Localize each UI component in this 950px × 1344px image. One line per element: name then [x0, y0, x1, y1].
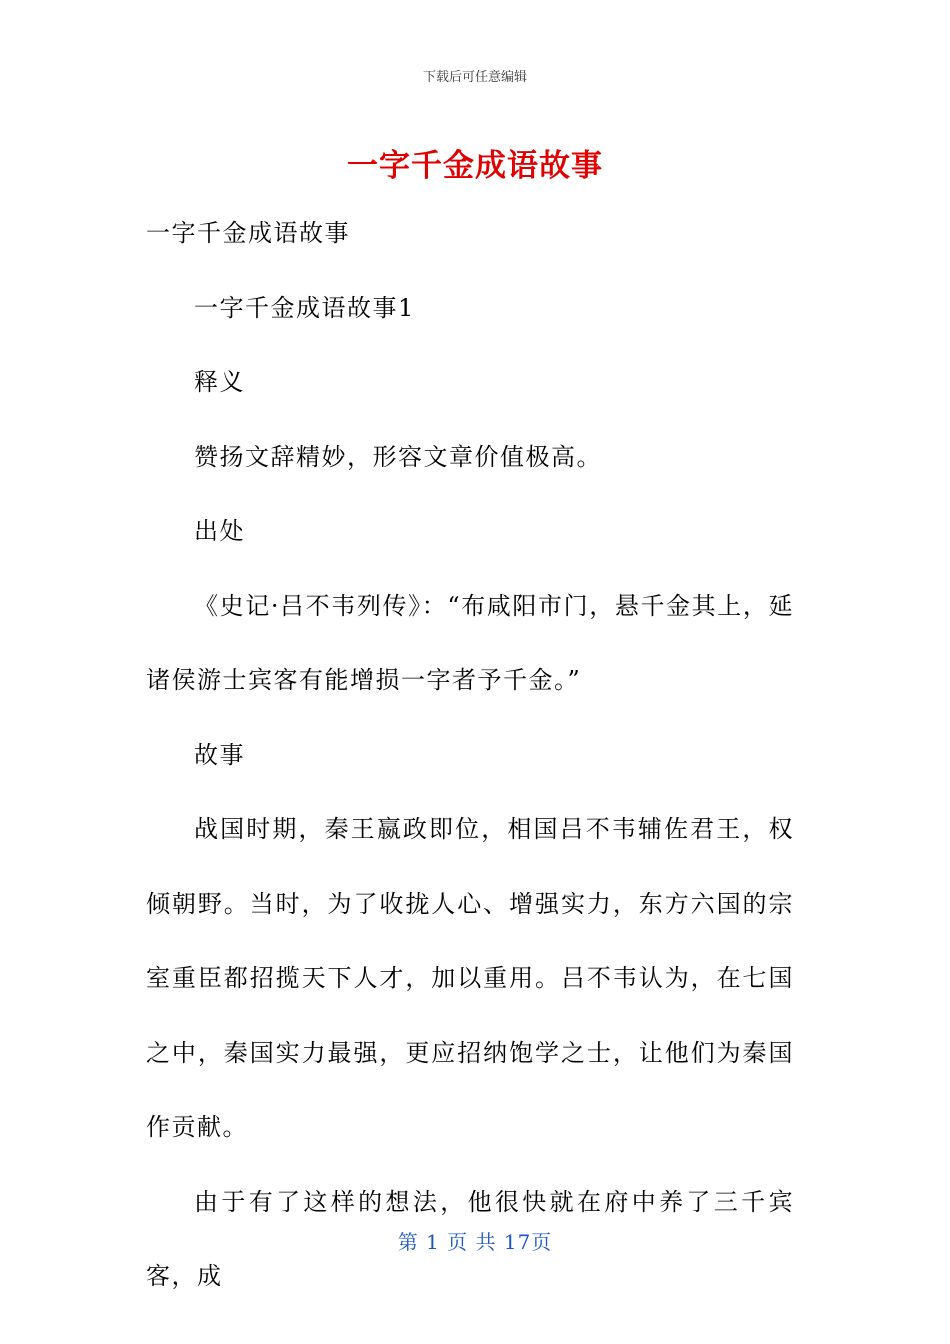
document-title: 一字千金成语故事 [347, 148, 603, 184]
paragraph-heading: 一字千金成语故事 [146, 219, 350, 247]
paragraph-meaning: 赞扬文辞精妙，形容文章价值极高。 [194, 442, 602, 471]
paragraph-story-1: 战国时期，秦王嬴政即位，相国吕不韦辅佐君王，权倾朝野。当时，为了收拢人心、增强实力，东方六国的宗室重臣都招揽天下人才，加以重用。吕不韦认为，在七国之中，秦国实力最强，更应招纳饱学之士，让他们为秦国作贡献。 [146, 815, 794, 1141]
paragraph-label-meaning: 释义 [194, 368, 245, 396]
paragraph-story-2: 由于有了这样的想法，他很快就在府中养了三千宾客，成 [146, 1187, 794, 1290]
paragraph-section-title: 一字千金成语故事1 [194, 293, 415, 322]
paragraph-label-source: 出处 [194, 517, 245, 545]
paragraph-label-story: 故事 [194, 740, 245, 769]
paragraph-source: 《史记·吕不韦列传》：“布咸阳市门，悬千金其上，延诸侯游士宾客有能增损一字者予千金。” [146, 591, 794, 694]
page-number: 第 1 页 共 17页 [397, 1230, 553, 1254]
document-body [146, 196, 794, 1314]
header-note: 下载后可任意编辑 [422, 70, 527, 85]
